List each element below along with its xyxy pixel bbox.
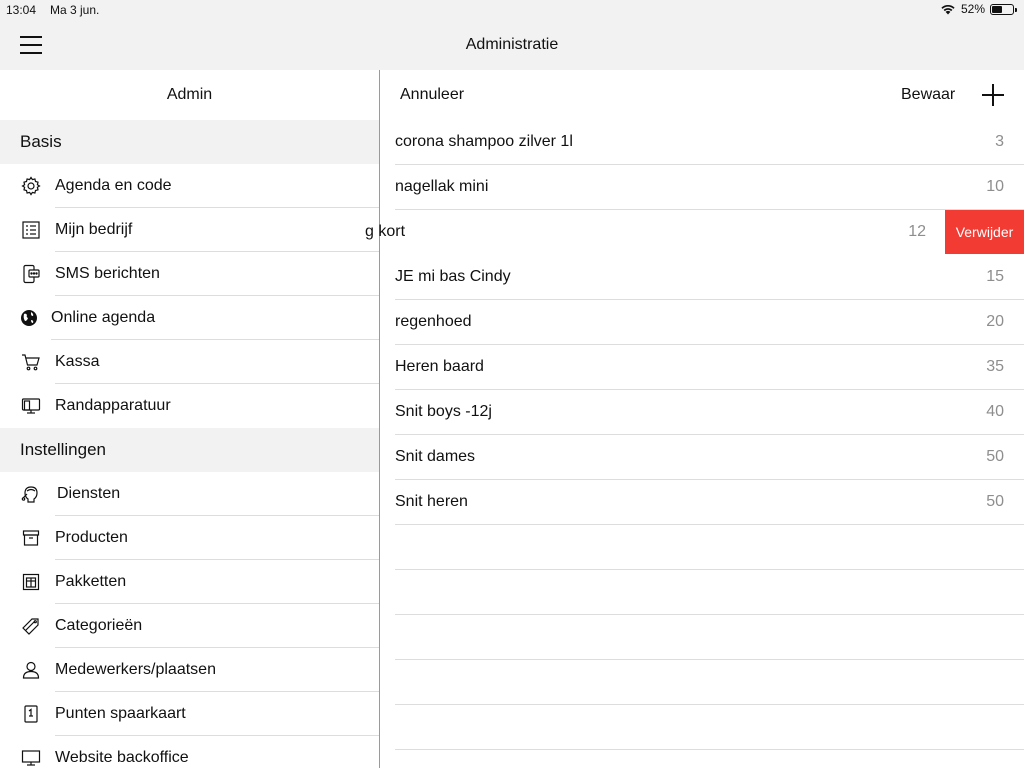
status-date: Ma 3 jun. (50, 3, 100, 17)
list-item[interactable] (381, 345, 1024, 390)
battery-fill (992, 6, 1002, 13)
list-item[interactable] (381, 570, 1024, 615)
list-item-name: corona shampoo zilver 1l (395, 133, 573, 150)
list-item-name: nagellak mini (395, 178, 489, 195)
person-icon (20, 659, 42, 681)
list-item[interactable] (381, 300, 1024, 345)
list-item-swiped[interactable] (365, 210, 1024, 255)
list-item[interactable] (381, 120, 1024, 165)
list-item-value: 50 (986, 448, 1004, 465)
list-item-name: JE mi bas Cindy (395, 268, 511, 285)
list-item-name: Snit dames (395, 448, 476, 465)
detail-header (381, 70, 1024, 120)
sidebar-item-label: Online agenda (51, 309, 156, 326)
loyalty-card-icon (20, 703, 42, 725)
sidebar-item-label: Website backoffice (55, 749, 189, 766)
sidebar-item-label: Punten spaarkaart (55, 705, 186, 722)
battery-icon (990, 4, 1014, 15)
list-item[interactable] (381, 660, 1024, 705)
sidebar-item-label: Agenda en code (55, 177, 172, 194)
list-item-name: g kort (365, 223, 406, 240)
list-item-value: 20 (986, 313, 1004, 330)
building-list-icon (20, 219, 42, 241)
list-item[interactable] (381, 435, 1024, 480)
list-item-value: 3 (995, 133, 1004, 150)
sidebar-item-label: Medewerkers/plaatsen (55, 661, 216, 678)
sidebar-item-kassa[interactable] (0, 340, 379, 384)
section-header-basis: Basis (0, 120, 379, 164)
sidebar-item-website-backoffice[interactable] (0, 736, 379, 780)
sidebar-item-label: Pakketten (55, 573, 127, 590)
devices-icon (20, 395, 42, 417)
list-item-name: Snit heren (395, 493, 468, 510)
list-item-value: 40 (986, 403, 1004, 420)
sidebar-item-agenda-en-code[interactable] (0, 164, 379, 208)
sidebar-item-online-agenda[interactable] (0, 296, 379, 340)
save-button[interactable]: Bewaar (901, 86, 956, 103)
sidebar-item-medewerkers-plaatsen[interactable] (0, 648, 379, 692)
globe-icon (18, 307, 40, 329)
cart-icon (20, 351, 42, 373)
list-item-value: 35 (986, 358, 1004, 375)
battery-percent: 52% (960, 2, 985, 16)
package-icon (20, 571, 42, 593)
monitor-icon (20, 747, 42, 769)
list-item-name: Heren baard (395, 358, 484, 375)
sidebar-item-label: Producten (55, 529, 128, 546)
tags-icon (20, 615, 42, 637)
list-item-name: Snit boys -12j (395, 403, 492, 420)
list-item[interactable] (381, 480, 1024, 525)
status-bar (0, 0, 1024, 20)
sidebar-item-label: Mijn bedrijf (55, 221, 133, 238)
sidebar-item-producten[interactable] (0, 516, 379, 560)
page-title: Administratie (465, 36, 559, 53)
sidebar-item-label: Diensten (57, 485, 121, 502)
list-item[interactable] (381, 615, 1024, 660)
wifi-icon (940, 3, 956, 15)
sidebar-item-label: Randapparatuur (55, 397, 171, 414)
status-time: 13:04 (6, 3, 37, 17)
sidebar-item-mijn-bedrijf[interactable] (0, 208, 379, 252)
sidebar-item-categorieen[interactable] (0, 604, 379, 648)
list-item[interactable] (381, 705, 1024, 750)
cancel-button[interactable]: Annuleer (400, 86, 465, 103)
gear-icon (20, 175, 42, 197)
hair-cut-icon (20, 483, 42, 505)
box-icon (20, 527, 42, 549)
list-item[interactable] (381, 165, 1024, 210)
sidebar-item-label: Kassa (55, 353, 100, 370)
list-item-value: 15 (986, 268, 1004, 285)
list-item[interactable] (381, 390, 1024, 435)
sidebar-item-pakketten[interactable] (0, 560, 379, 604)
navigation-bar (0, 20, 1024, 70)
sidebar-item-randapparatuur[interactable] (0, 384, 379, 428)
sidebar-item-label: SMS berichten (55, 265, 160, 282)
sidebar-item-label: Categorieën (55, 617, 143, 634)
list-item-value: 12 (908, 223, 926, 240)
sidebar-item-diensten[interactable] (0, 472, 379, 516)
list-item[interactable] (381, 255, 1024, 300)
list-item[interactable] (381, 525, 1024, 570)
sidebar-title: Admin (166, 86, 213, 103)
sms-phone-icon (20, 263, 42, 285)
section-header-instellingen: Instellingen (0, 428, 379, 472)
list-item-name: regenhoed (395, 313, 472, 330)
list-item-value: 50 (986, 493, 1004, 510)
detail-panel (365, 70, 1024, 768)
sidebar-item-sms-berichten[interactable] (0, 252, 379, 296)
admin-sidebar (0, 70, 380, 768)
delete-button[interactable]: Verwijder (945, 210, 1024, 254)
add-icon[interactable] (982, 84, 1004, 106)
sidebar-item-punten-spaarkaart[interactable] (0, 692, 379, 736)
status-right (940, 2, 1014, 16)
list-item-value: 10 (986, 178, 1004, 195)
product-list (365, 120, 1024, 750)
